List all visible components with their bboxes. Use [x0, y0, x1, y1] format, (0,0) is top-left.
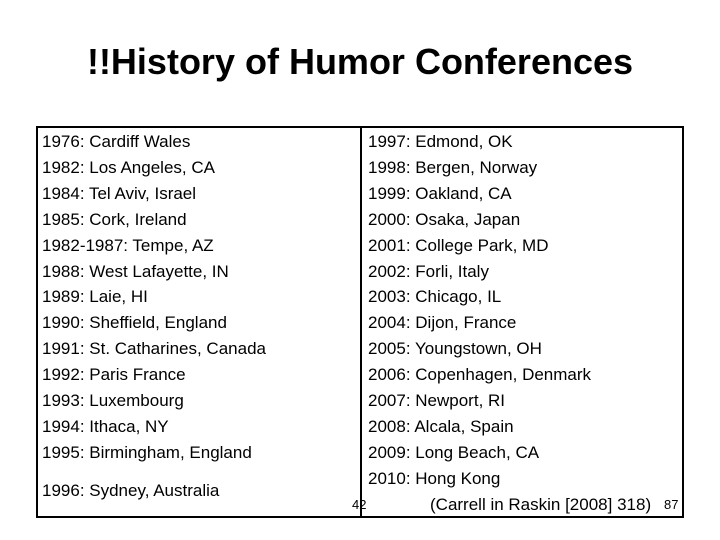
list-item: 1993: Luxembourg: [42, 391, 184, 411]
list-item: 1997: Edmond, OK: [368, 132, 513, 151]
list-item: 2006: Copenhagen, Denmark: [368, 365, 592, 385]
list-item: 1976: Cardiff Wales: [42, 132, 191, 151]
list-item: 2007: Newport, RI: [368, 391, 506, 411]
list-item: 2010: Hong Kong: [368, 468, 501, 488]
list-item: 1989: Laie, HI: [42, 287, 148, 307]
list-item: 2005: Youngstown, OH: [368, 339, 542, 359]
column-divider: [360, 128, 362, 516]
list-item: 1982: Los Angeles, CA: [42, 157, 215, 177]
list-item: 1985: Cork, Ireland: [42, 209, 187, 229]
slide-number-overlay: 87: [664, 497, 679, 512]
list-item: 2001: College Park, MD: [368, 235, 549, 255]
list-item: 2009: Long Beach, CA: [368, 442, 540, 462]
right-column: [368, 129, 591, 492]
list-item-last: 1996: Sydney, Australia: [42, 481, 220, 500]
left-column: [42, 129, 266, 466]
list-item: 1990: Sheffield, England: [42, 313, 227, 333]
list-item: 1994: Ithaca, NY: [42, 416, 169, 436]
list-item: 1984: Tel Aviv, Israel: [42, 183, 197, 203]
slide-number: 42: [352, 497, 367, 512]
list-item: 2002: Forli, Italy: [368, 261, 489, 281]
list-item: 2003: Chicago, IL: [368, 287, 502, 307]
list-item: 1995: Birmingham, England: [42, 442, 252, 462]
list-item: 2004: Dijon, France: [368, 313, 517, 333]
list-item: 1991: St. Catharines, Canada: [42, 339, 266, 359]
list-item: 2000: Osaka, Japan: [368, 209, 521, 229]
source-citation: (Carrell in Raskin [2008] 318): [430, 495, 652, 514]
list-item: 2008: Alcala, Spain: [368, 416, 514, 436]
list-item: 1988: West Lafayette, IN: [42, 261, 229, 281]
list-item: 1982-1987: Tempe, AZ: [42, 235, 214, 255]
slide-title: !!History of Humor Conferences: [86, 41, 634, 82]
list-item: 1992: Paris France: [42, 365, 186, 385]
list-item: 1998: Bergen, Norway: [368, 157, 538, 177]
list-item: 1999: Oakland, CA: [368, 183, 512, 203]
